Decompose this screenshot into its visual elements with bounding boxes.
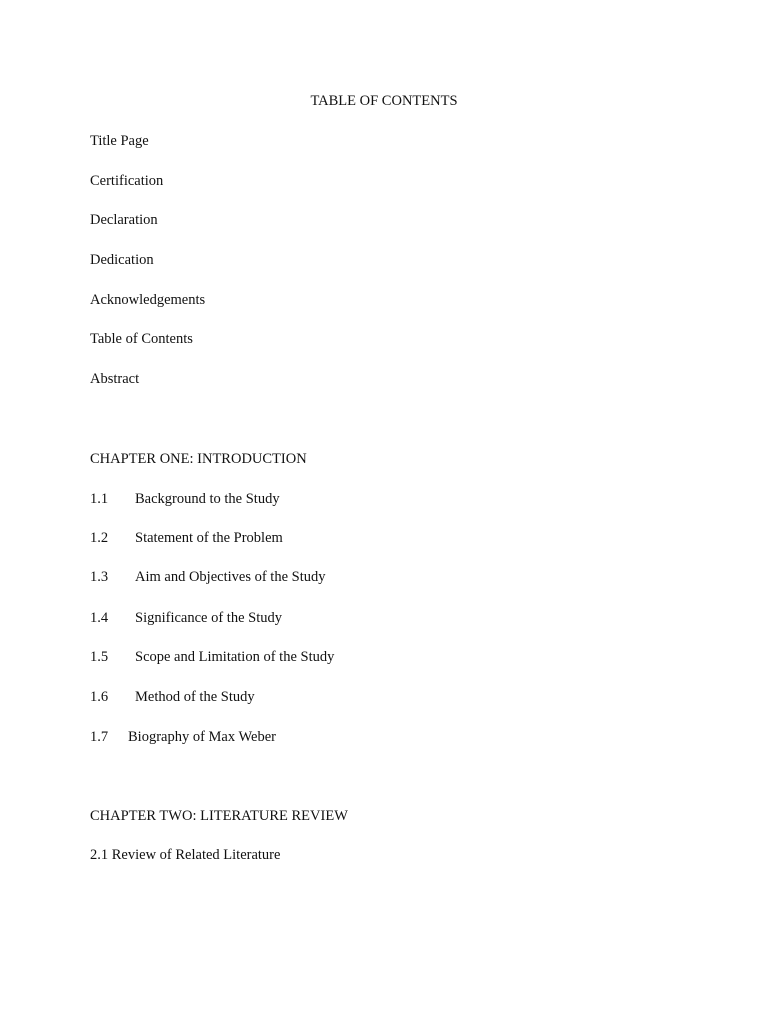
toc-section-row (90, 728, 276, 746)
toc-section-row (90, 648, 334, 666)
toc-entry-dedication: Dedication (90, 252, 154, 268)
toc-section-row: 2.1 Review of Related Literature (90, 847, 281, 863)
toc-section-row (90, 490, 280, 508)
section-number: 1.7 (90, 729, 109, 745)
section-label: Statement of the Problem (135, 530, 283, 546)
toc-entry-declaration: Declaration (90, 212, 158, 228)
section-number: 1.4 (90, 610, 109, 626)
section-label: Background to the Study (135, 491, 280, 507)
section-label: Significance of the Study (135, 610, 282, 626)
section-label: Scope and Limitation of the Study (135, 649, 335, 665)
section-number: 1.3 (90, 569, 109, 585)
chapter-two-heading: CHAPTER TWO: LITERATURE REVIEW (90, 808, 348, 824)
toc-entry-certification: Certification (90, 173, 164, 189)
section-label: Biography of Max Weber (128, 729, 276, 745)
section-number: 1.2 (90, 530, 109, 546)
section-number: 1.1 (90, 491, 109, 507)
chapter-one-heading: CHAPTER ONE: INTRODUCTION (90, 451, 307, 467)
toc-section-row (90, 529, 283, 547)
section-label: Aim and Objectives of the Study (135, 569, 326, 585)
toc-entry-acknowledgements: Acknowledgements (90, 292, 206, 308)
toc-entry-abstract: Abstract (90, 371, 140, 387)
toc-entry-table-of-contents: Table of Contents (90, 331, 193, 347)
toc-section-row (90, 688, 255, 706)
section-number: 1.5 (90, 649, 109, 665)
page-title: TABLE OF CONTENTS (310, 93, 458, 109)
section-number: 1.6 (90, 689, 109, 705)
section-label: Method of the Study (135, 689, 255, 705)
toc-entry-title-page: Title Page (90, 133, 149, 149)
toc-section-row (90, 568, 325, 586)
toc-section-row (90, 609, 282, 627)
